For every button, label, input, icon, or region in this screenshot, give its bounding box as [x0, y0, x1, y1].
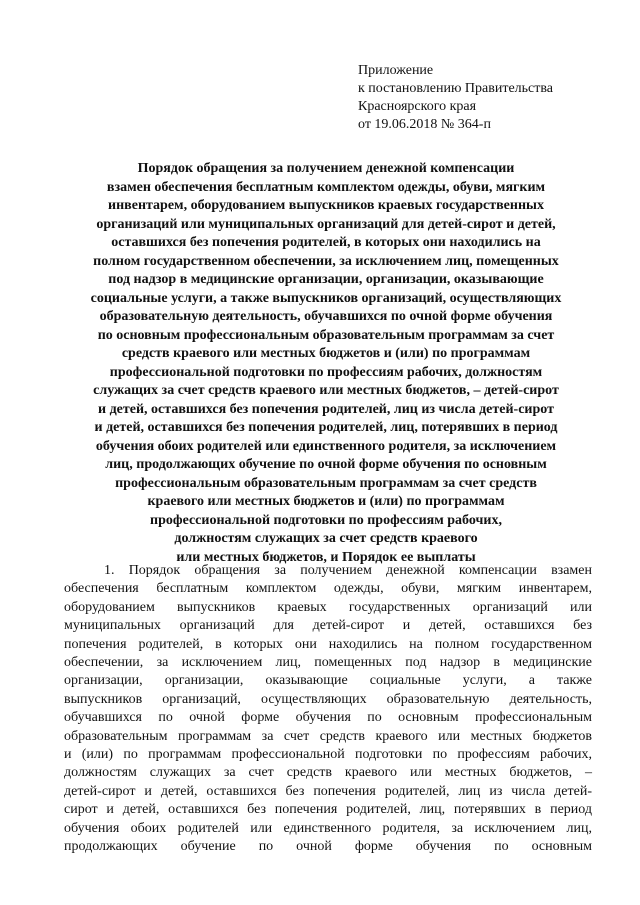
title-line: профессиональной подготовки по профессиям рабочих,	[150, 512, 502, 528]
title-line: лиц, продолжающих обучение по очной форме обучения по основным	[105, 457, 547, 472]
appendix-line: Приложение	[358, 63, 434, 78]
body-line: обеспечения бесплатным комплектом одежды, обуви, мягким инвентарем,	[64, 581, 592, 597]
appendix-line: Красноярского края	[358, 99, 477, 114]
body-line: и (или) по программам профессиональной подготовки по профессиям рабочих,	[64, 747, 592, 763]
title-line: социальные услуги, а также выпускников организаций, осуществляющих	[90, 290, 562, 306]
title-line: под надзор в медицинские организации, организации, оказывающие	[108, 272, 544, 287]
title-line: профессиональным образовательным программам за счет средств	[115, 475, 537, 491]
appendix-header	[358, 62, 628, 134]
title-line: образовательную деятельность, обучавшихся по очной форме обучения	[99, 309, 553, 324]
body-line: обучения обоих родителей или единственного родителя, за исключением лиц,	[64, 820, 592, 836]
body-line: должностям служащих за счет средств краевого или местных бюджетов, –	[64, 765, 592, 781]
title-line: организаций или муниципальных организаций для детей-сирот и детей,	[96, 216, 556, 232]
title-line: полном государственном обеспечении, за исключением лиц, помещенных	[93, 253, 559, 269]
title-line: профессиональной подготовки по профессиям рабочих, должностям	[109, 364, 543, 380]
title-line: Порядок обращения за получением денежной компенсации	[137, 161, 515, 176]
body-line: муниципальных организаций для детей-сирот и детей, оставшихся без	[64, 618, 592, 634]
body-line: обучавшихся по очной форме обучения по основным профессиональным	[64, 710, 592, 726]
paragraph-1	[64, 562, 592, 857]
body-line: 1. Порядок обращения за получением денежной компенсации взамен	[104, 563, 592, 578]
title-line: и детей, оставшихся без попечения родителей, лиц из числа детей-сирот	[98, 401, 554, 417]
body-line: детей-сирот и детей, оставшихся без попечения родителей, лиц из числа детей-	[64, 783, 592, 799]
body-line: продолжающих обучение по очной форме обучения по основным	[64, 839, 592, 855]
title-line: по основным профессиональным образовательным программам за счет	[97, 327, 555, 343]
body-line: попечения родителей, в которых они находились на полном государственном	[64, 636, 592, 652]
body-line: выпускников организаций, осуществляющих образовательную деятельность,	[64, 691, 592, 707]
title-line: средств краевого или местных бюджетов и (или) по программам	[121, 346, 531, 361]
body-line: образовательным программам за счет средств краевого или местных бюджетов	[64, 728, 592, 744]
title-line: или местных бюджетов, и Порядок ее выплаты	[176, 549, 476, 565]
title-line: должностям служащих за счет средств краевого	[174, 531, 478, 546]
title-line: оставшихся без попечения родителей, в которых они находились на	[111, 235, 541, 250]
body-line: обеспечении, за исключением лиц, помещенных под надзор в медицинские	[64, 655, 592, 671]
document-title	[48, 160, 604, 567]
title-line: и детей, оставшихся без попечения родителей, лиц, потерявших в период	[94, 420, 558, 435]
title-line: краевого или местных бюджетов и (или) по программам	[147, 494, 505, 509]
title-line: взамен обеспечения бесплатным комплектом одежды, обуви, мягким	[106, 179, 546, 195]
title-line: обучения обоих родителей или единственного родителя, за исключением	[95, 438, 557, 454]
body-line: оборудованием выпускников краевых государственных организаций или	[64, 599, 592, 615]
appendix-line: от 19.06.2018 № 364-п	[358, 117, 491, 132]
title-line: служащих за счет средств краевого или местных бюджетов, – детей-сирот	[93, 383, 559, 398]
body-line: сирот и детей, оставшихся без попечения родителей, лиц, потерявших в период	[64, 802, 592, 818]
title-line: инвентарем, оборудованием выпускников краевых государственных	[108, 198, 544, 213]
body-line: организации, организации, оказывающие социальные услуги, а также	[64, 673, 592, 689]
appendix-line: к постановлению Правительства	[358, 81, 554, 96]
